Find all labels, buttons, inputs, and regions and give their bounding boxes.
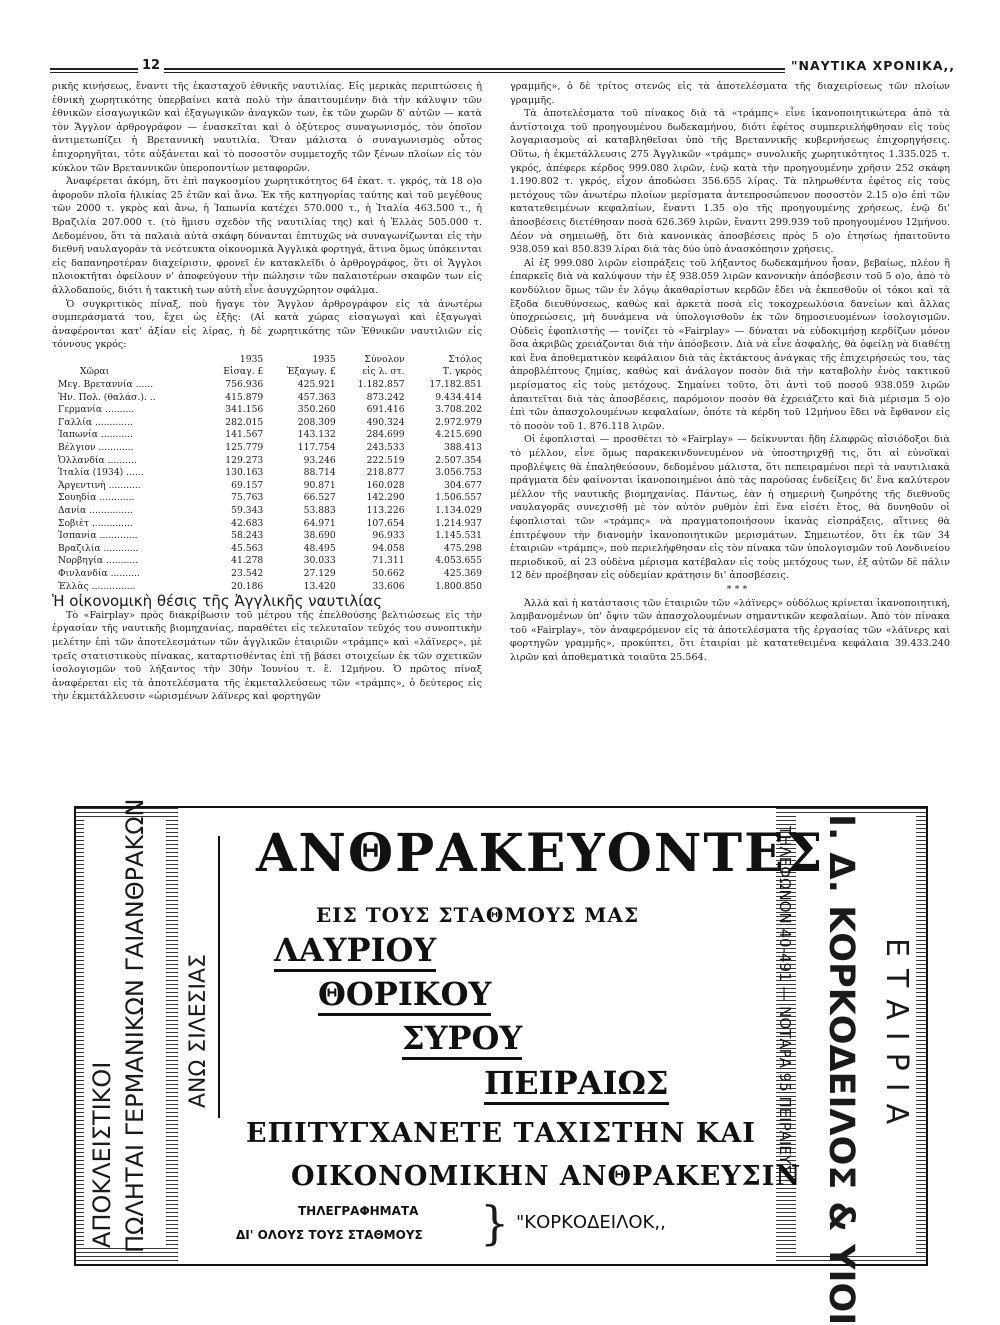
station-thorikon: ΘΟΡΙΚΟΥ: [318, 975, 491, 1016]
separator-stars: * * *: [726, 583, 748, 595]
table-cell-country: Σουηδία ............: [58, 492, 135, 504]
table-cell-value: 243.533: [366, 442, 405, 454]
table-cell-value: 475.298: [444, 542, 482, 554]
table-cell-value: 45.563: [231, 542, 264, 554]
table-cell-value: 66.527: [303, 492, 336, 504]
telegraph-address: "ΚΟΡΚΟΔΕΙΛΟΚ,,: [516, 1212, 666, 1233]
table-cell-value: 4.215.690: [435, 429, 482, 441]
table-cell-value: 691.416: [366, 404, 405, 416]
table-cell-value: 59.343: [231, 505, 264, 516]
table-row: [52, 429, 482, 442]
table-cell-value: 38.690: [303, 530, 336, 542]
journal-title: "ΝΑΥΤΙΚΑ ΧΡΟΝΙΚΑ,,: [785, 58, 955, 73]
table-cell-value: 42.683: [231, 517, 264, 529]
table-cell-value: 9.434.414: [435, 391, 482, 403]
table-row: [52, 543, 482, 556]
table-cell-country: Ἀργεντινὴ ...........: [58, 479, 141, 491]
ad-slogan-line1: ΕΠΙΤΥΓΧΑΝΕΤΕ ΤΑΧΙΣΤΗΝ ΚΑΙ: [246, 1118, 756, 1149]
table-cell-value: 30.033: [303, 555, 336, 567]
table-cell-value: 58.243: [231, 530, 264, 542]
table-cell-value: 1.182.857: [357, 379, 405, 391]
table-cell-value: 142.290: [366, 492, 405, 504]
table-row: [52, 530, 482, 543]
table-cell-value: 341.156: [225, 404, 264, 416]
comparison-table: [52, 354, 482, 593]
table-cell-value: 113.226: [366, 505, 405, 516]
table-cell-value: 27.129: [303, 567, 336, 579]
paragraph: Οἱ ἐφοπλισταὶ — προσθέτει τὸ «Fairplay» — δείκνυνται ἤδη ἐλαφρῶς αἰσιόδοξοι διὰ τὸ μέλλον, εἶνε ὅμως παρακεκινδυνευμένον νὰ ὑποστηριχθῇ τις, ὅτι αἱ εὐνοϊκαὶ προβλέψεις θὰ ἐπαληθεύσουν, δεδομένου μάλιστα, ὅτι πεπειραμένοι περὶ τὰ ναυτιλιακὰ πράγματα δὲν φαίνονται ἱκανοποιημένοι ἀπὸ τὰς παρούσας ἐνδείξεις δι' ἕνα καλύτερον μέλλον τῆς ναυτικῆς βιομηχανίας. Πάντως, ἐὰν ἡ σημερινὴ ζωηρότης τῆς διεθνοῦς ναυλαγορᾶς συνεχισθῇ μὲ τὸν αὐτὸν ρυθμὸν ἐπὶ ἕνα εἰσέτι ἔτος, θὰ δυνηθοῦν οἱ ἐφοπλισταὶ τῶν «τράμπς» νὰ πραγματοποιήσουν ἱκανὰς εἰσπράξεις, αἵτινες θὰ ἐπιτρέψουν τὴν διανομὴν ἱκανοποιητικῶν μερισμάτων. Σημειωτέον, ὅτι ἐκ τῶν 34 ἑταιριῶν «τράμπς», ποὺ περιελήφθησαν εἰς τὸν πίνακα τῶν ὑπολογισμῶν τοῦ Λονδινείου περιοδικοῦ, αἱ 23 οὐδὲνα μέρισμα κατέβαλαν εἰς τοὺς μετόχους των, ἐξ αὐτῶν δὲ πάλιν 12 δὲν προέβησαν εἰς οὐδεμίαν κράτησιν δι' ἀποσβέσεις.: [510, 434, 950, 582]
table-cell-value: 125.779: [225, 442, 264, 454]
station-lavrion: ΛΑΥΡΙΟΥ: [274, 931, 436, 972]
table-cell-value: 90.871: [303, 479, 336, 491]
table-row: [52, 404, 482, 417]
table-cell-value: 130.163: [225, 467, 264, 479]
table-cell-value: 88.714: [303, 467, 336, 479]
paragraph: Τὰ ἀποτελέσματα τοῦ πίνακος διὰ τὰ «τράμπς» εἶνε ἱκανοποιητικώτερα ἀπὸ τὰ ἀντίστοιχα τοῦ προηγουμένου δωδεκαμήνου, διότι ἐφέτος συμπεριελήφθησαν εἰς τοὺς λογαριασμοὺς αἱ καταβληθεῖσαι ὑπὸ τῆς Βρεταννικῆς κυβερνήσεως ἐπιχορηγήσεις. Οὕτω, ἡ ἐκμετάλλευσις 275 Ἀγγλικῶν «τράμπς» συνολικῆς χωρητικότητος 1.335.025 τ. γκρός, ἀπέφερε κέρδος 999.080 λιρῶν, ἐνῷ κατὰ τὴν προηγουμένην χρῆσιν 252 σκάφη 1.190.802 τ. γκρός, εἶχον ἀποδώσει 356.655 λίρας. Τὰ πληρωθέντα ἐφέτος εἰς τοὺς μετόχους τῶν ἀνωτέρω πλοίων μερίσματα ἀντεπροσώπευον ποσοστὸν 2.15 ο)ο ἐπὶ τῶν κατατεθειμένων κεφαλαίων, ἔναντι 1.35 ο)ο τῆς προηγουμένης χρήσεως, ἐνῷ δι' ἀποσβέσεις διετέθησαν ποσὰ 626.369 λιρῶν, ἔναντι 299.939 τοῦ προηγουμένου 12μήνου. Δέον νὰ σημειωθῇ, ὅτι διὰ κανονικὰς ἀποσβέσεις πρὸς 5 ο)ο ἐτησίως ἠπαιτοῦντο 938.059 καὶ 850.839 λίραι διὰ τὰς δύο ὑπὸ ἀνασκόπησιν χρήσεις.: [510, 108, 950, 256]
table-cell-value: 1.800.850: [435, 580, 482, 592]
table-header-row-2: Χῶραι Εἰσαγ. £ Ἐξαγωγ. £ εἰς λ. στ. Τ. γκρὸς: [80, 366, 482, 378]
paragraph: Αἱ ἐξ 999.080 λιρῶν εἰσπράξεις τοῦ λήξαντος δωδεκαμήνου ἦσαν, βεβαίως, πλέον ἢ ἐπαρκεῖς διὰ νὰ καλύψουν τὴν ἐξ 938.059 λιρῶν κανονικὴν ἀπόσβεσιν τοῦ 5 ο)ο, ἀπὸ τὸ κονδύλιον ὅμως τῶν ἐν λόγῳ ἀκαθαρίστων κερδῶν ἔδει νὰ ἐκπεσθοῦν οἱ τόκοι καὶ τὰ ἔξοδα διευθύνσεως, καθὼς καὶ ἀρκετὰ ποσὰ εἰς τοκοχρεωλύσια δανείων καὶ ἄλλας ὑποχρεώσεις, μὴ δυνάμενα νὰ ὑπολογισθοῦν ἐκ τῶν δημοσιευομένων ἰσολογισμῶν. Οὐδεὶς ἐφοπλιστὴς — τονίζει τὸ «Fairplay» — δύναται νὰ εὐδοκιμήσῃ κερδίζων μόνον ὅσα ἀκριβῶς χρειάζονται διὰ τὴν ἀπόσβεσιν. Διὰ νὰ εἶνε ἀσφαλής, θὰ ὀφείλῃ νὰ διαθέτῃ καὶ ἕνα ἀποθεματικὸν κεφάλαιον διὰ τὰς ἐκτάκτους ἀνάγκας τῆς ἐπιχειρήσεώς του, τὰς ἀπροβλέπτους ζημίας, καθὼς καὶ ἀνάλογον ποσὸν διὰ τὴν καταβολὴν ἑνὸς τακτικοῦ μερίσματος εἰς τοὺς μετόχους. Σημαίνει τοῦτο, ὅτι ἀντὶ τοῦ ποσοῦ 938.059 λιρῶν ἀπαιτεῖται διὰ τὰς ἀποσβέσεις, παρόμοιον ποσὸν θὰ ἐχρειάζετο καὶ διὰ μέρισμα 5 ο)ο ἐπὶ τῶν ἀπασχολουμένων κεφαλαίων, ὁπότε τὰ κέρδη τοῦ 12μήνου ἔδει νὰ ἔφθανον εἰς τὸ ποσὸν τοῦ 1. 876.118 λιρῶν.: [510, 257, 950, 432]
table-row: [52, 480, 482, 493]
table-cell-value: 13.420: [303, 580, 336, 592]
table-cell-value: 117.754: [297, 442, 336, 454]
table-cell-value: 160.028: [366, 479, 405, 491]
table-row: [52, 492, 482, 505]
table-cell-country: Νορβηγία ...........: [58, 555, 139, 567]
table-cell-value: 94.058: [372, 542, 405, 554]
station-piraeus: ΠΕΙΡΑΙΩΣ: [484, 1064, 669, 1105]
table-cell-country: Σοβιὲτ ..............: [58, 517, 133, 529]
table-cell-country: Γερμανία ..........: [58, 404, 135, 416]
advertisement: [74, 798, 928, 1325]
table-cell-value: 53.883: [303, 505, 336, 516]
table-cell-country: Ἠν. Πολ. (θαλάσ.). ..: [58, 391, 156, 403]
table-cell-value: 41.278: [231, 555, 264, 567]
table-row: [52, 568, 482, 581]
table-cell-value: 17.182.851: [429, 379, 482, 391]
table-row: [52, 505, 482, 518]
table-cell-country: Φινλανδία ..........: [58, 567, 140, 579]
table-cell-country: Ἑλλὰς ...............: [58, 580, 136, 592]
table-cell-value: 3.708.202: [435, 404, 482, 416]
table-cell-value: 93.246: [303, 454, 336, 466]
table-cell-value: 71.311: [372, 555, 405, 567]
table-row: [52, 379, 482, 392]
table-cell-value: 222.519: [366, 454, 405, 466]
table-cell-value: 96.933: [372, 530, 405, 542]
divider-line: [218, 836, 220, 1118]
table-cell-value: 50.662: [372, 567, 405, 579]
vertical-text-etairia: ΕΤΑΙΡΙΑ: [879, 938, 914, 1137]
vertical-text-sellers: ΠΩΛΗΤΑΙ ΓΕΡΜΑΝΙΚΩΝ ΓΑΙΑΝΘΡΑΚΩΝ: [121, 798, 149, 1253]
table-cell-value: 1.145.531: [435, 530, 482, 542]
table-row: [52, 555, 482, 568]
table-cell-value: 350.260: [297, 404, 336, 416]
table-cell-value: 20.186: [231, 580, 264, 592]
page-header: [50, 58, 955, 80]
ad-slogan-line2: ΟΙΚΟΝΟΜΙΚΗΝ ΑΝΘΡΑΚΕΥΣΙΝ: [291, 1161, 802, 1192]
table-row: [52, 467, 482, 480]
paragraph: Ὁ συγκριτικὸς πίναξ, ποὺ ἤγαγε τὸν Ἄγγλον ἀρθρογράφον εἰς τὰ ἀνωτέρω συμπεράσματά του, ἔχει ὡς ἑξῆς: (Αἱ κατὰ χώρας εἰσαγωγαὶ καὶ ἐξαγωγαὶ ἀναφέρονται κατ' ἀξίαν εἰς λίρας, ἡ δὲ χωρητικότης τῶν Ἐθνικῶν ναυτιλιῶν εἰς τόννους γκρός:: [52, 298, 482, 351]
table-row: [52, 392, 482, 405]
table-cell-country: Μεγ. Βρεταννία ......: [58, 379, 154, 391]
table-cell-value: 33.606: [372, 580, 405, 592]
vertical-text-exclusive: ΑΠΟΚΛΕΙΣΤΙΚΟΙ: [88, 1061, 116, 1248]
table-row: [52, 442, 482, 455]
ad-title: ΑΝΘΡΑΚΕΥΟΝΤΕΣ: [256, 823, 825, 884]
vertical-text-silesia: ΑΝΩ ΣΙΛΕΣΙΑΣ: [186, 954, 211, 1108]
table-row: [52, 417, 482, 430]
table-cell-value: 75.763: [231, 492, 264, 504]
table-cell-value: 425.921: [297, 379, 336, 391]
table-cell-value: 64.971: [303, 517, 336, 529]
paragraph: Τὸ «Fairplay» πρὸς διακρίβωσιν τοῦ μέτρου τῆς ἐπελθούσης βελτιώσεως εἰς τὴν ἐργασίαν τῆς ναυτικῆς βιομηχανίας, παραθέτει εἰς τελευταῖον τεῦχός του συνοπτικὴν μελέτην ἐπὶ τῶν ἀποτελεσμάτων τῶν ἀγγλικῶν ἑταιριῶν «τράμπς» καὶ «λάϊνερς», μὲ τρεῖς στατιστικοὺς πίνακας, καταρτισθέντας ἐπὶ τῇ βάσει στοιχείων ἐκ τῶν σχετικῶν ἰσολογισμῶν τοῦ λήξαντος τὴν 30ὴν Ἰουνίου τ. ἔ. 12μήνου. Ὁ πρῶτος πίναξ ἀναφέρεται εἰς τὰ ἀποτελέσματα τῆς ἐκμεταλλεύσεως τῶν «τράμπς», ὁ δεύτερος εἰς τὴν ἐκμετάλλευσιν «ὡρισμένων λάϊνερς καὶ φορτηγῶν: [52, 609, 482, 703]
table-header-row-1: 1935 1935 Σύνολον Στόλος: [239, 353, 482, 365]
table-cell-value: 141.567: [225, 429, 264, 441]
table-cell-country: Ἰταλία (1934) ......: [58, 467, 144, 479]
table-cell-country: Βέλγιον ............: [58, 442, 134, 454]
section-heading: Ἡ οἰκονομικὴ θέσις τῆς Ἀγγλικῆς ναυτιλίας: [52, 592, 382, 611]
table-cell-value: 2.507.354: [435, 454, 482, 466]
table-cell-value: 284.699: [366, 429, 405, 441]
station-syros: ΣΥΡΟΥ: [402, 1019, 522, 1060]
table-cell-country: Ἰαπωνία ...........: [58, 429, 133, 441]
table-cell-value: 756.936: [225, 379, 264, 391]
table-cell-country: Ἱσπανία .............: [58, 530, 138, 542]
table-cell-value: 415.879: [225, 391, 264, 403]
brace: }: [480, 1196, 510, 1250]
table-cell-country: Ὁλλανδία ..........: [58, 454, 137, 466]
table-cell-value: 873.242: [366, 391, 405, 403]
table-cell-value: 218.877: [366, 467, 405, 479]
table-cell-value: 48.495: [303, 542, 336, 554]
table-cell-value: 107.654: [366, 517, 405, 529]
table-cell-value: 282.015: [225, 416, 264, 428]
table-cell-value: 208.309: [297, 416, 336, 428]
table-cell-value: 388.413: [444, 442, 482, 454]
table-cell-value: 3.056.753: [435, 467, 482, 479]
telegrams-stations: ΔΙ' ΟΛΟΥΣ ΤΟΥΣ ΣΤΑΘΜΟΥΣ: [236, 1228, 423, 1242]
table-cell-value: 4.053.655: [435, 555, 482, 567]
table-cell-country: Δανία ...............: [58, 505, 133, 516]
table-row: [52, 518, 482, 531]
table-cell-value: 129.273: [225, 454, 264, 466]
table-cell-value: 69.157: [231, 479, 264, 491]
table-cell-value: 1.506.557: [435, 492, 482, 504]
table-cell-value: 1.134.029: [435, 505, 482, 516]
table-cell-value: 457.363: [297, 391, 336, 403]
vertical-text-company: Ι. Δ. ΚΟΡΚΟΔΕΙΛΟΣ & ΥΙΟΙ: [821, 814, 861, 1325]
table-cell-value: 2.972.979: [435, 416, 482, 428]
paragraph: γραμμῆς», ὁ δὲ τρίτος στενῶς εἰς τὰ ἀποτελέσματα τῆς διαχειρίσεως τῶν πλοίων γραμμῆς.: [510, 81, 950, 106]
table-cell-value: 1.214.937: [435, 517, 482, 529]
paragraph: ρικῆς κινήσεως, ἔναντι τῆς ἑκασταχοῦ ἐθνικῆς ναυτιλίας. Εἰς μερικὰς περιπτώσεις ἡ ἐθνικὴ χωρητικότης ὑπερβαίνει κατὰ πολὺ τὴν ἀπαιτουμένην διὰ τὴν κάλυψιν τῶν ἐθνικῶν εἰσαγωγικῶν καὶ ἐξαγωγικῶν ἀναγκῶν των, ἐκ τῶν χωρῶν δ' αὐτῶν — κατὰ τὸν Ἄγγλον ἀρθρογράφον — ἐνασκεῖται καὶ ὁ ὀξύτερος συναγωνισμός, τὸν ὁποῖον ἀντιμετωπίζει ἡ Βρεταννικὴ ναυτιλία. Ὅταν μάλιστα ὁ συναγωνισμὸς οὗτος ἐπιχορηγῆται, τότε αὐξάνεται καὶ τὸ ποσοστὸν συμμετοχῆς τῶν ξένων πλοίων εἰς τὸν κύκλον τῶν Βρεταννικῶν ὑπεροποντίων μεταφορῶν.: [52, 81, 482, 174]
vertical-text-phone-address: ΤΗΛΕΦΩΝΟΝ 40-491 — ΝΟΤΑΡΑ 95 ΠΕΙΡΑΙΕΥΣ: [776, 826, 794, 1174]
left-column: [52, 80, 482, 704]
table-cell-country: Γαλλία .............: [58, 416, 133, 428]
paragraph: Ἀλλὰ καὶ ἡ κατάστασις τῶν ἑταιριῶν τῶν «λάϊνερς» οὐδόλως κρίνεται ἱκανοποιητική, λαμβανομένων ὑπ' ὄψιν τῶν ἀπασχολουμένων σημαντικῶν κεφαλαίων. Ἀπὸ τὸν πίνακα τοῦ «Fairplay», τὸν ἀναφερόμενον εἰς τὰ ἀποτελέσματα τῆς ἐργασίας τῶν «λάϊνερς καὶ φορτηγῶν γραμμῆς», προκύπτει, ὅτι ἑταιρίαι μὲ κατατεθειμένα κεφάλαια 39.433.240 λιρῶν καὶ ἀποθεματικὰ τοιαῦτα 25.564.: [510, 597, 950, 663]
table-cell-value: 425.369: [444, 567, 482, 579]
table-row: [52, 455, 482, 468]
page-number: 12: [138, 58, 164, 73]
paragraph: Ἀναφέρεται ἀκόμη, ὅτι ἐπὶ παγκοσμίου χωρητικότητος 64 ἑκατ. τ. γκρός, τὰ 18 ο)ο ἀφοροῦν πλοῖα ἡλικίας 25 ἐτῶν καὶ ἄνω. Ἐκ τῆς κατηγορίας ταύτης καὶ τοῦ μεγέθους τῶν 2000 τ. γκρὸς καὶ ἄνω, ἡ Ἰαπωνία κατέχει 570.000 τ., ἡ Ἰταλία 463.500 τ., ἡ Βραζιλία 207.000 τ. (τὸ ἥμισυ σχεδὸν τῆς ναυτιλίας της) καὶ ἡ Ἑλλὰς 505.000 τ. Δεδομένου, ὅτι τὰ παλαιὰ αὐτὰ σκάφη δύνανται ἐπιτυχῶς νὰ συναγωνίζωνται εἰς τὴν διεθνῆ ναυλαγορὰν τὰ νεότευκτα οἰκονομικὰ Ἀγγλικὰ φορτηγά, ἅτινα ὅμως ὑπόκεινται εἰς δαπανηροτέραν διαχείρισιν, φρονεῖ ἐν κατακλεῖδι ὁ ἀρθρογράφος, ὅτι οἱ Ἄγγλοι πλοιοκτῆται ὀφείλουν ν' ἀποφεύγουν τὴν πώλησιν τῶν παλαιοτέρων σκαφῶν των εἰς ἀλλοδαπούς, διότι ἡ τακτικὴ των αὐτὴ εἶνε ἀσυγχώρητον σφάλμα.: [52, 176, 482, 296]
table-cell-value: 304.677: [444, 479, 482, 491]
telegrams-label: ΤΗΛΕΓΡΑΦΗΜΑΤΑ: [298, 1204, 419, 1218]
table-cell-value: 23.542: [231, 567, 264, 579]
table-cell-value: 490.324: [366, 416, 405, 428]
table-cell-country: Βραζιλία ............: [58, 542, 139, 554]
table-cell-value: 143.132: [297, 429, 336, 441]
ad-stations-intro: ΕΙΣ ΤΟΥΣ ΣΤΑΘΜΟΥΣ ΜΑΣ: [316, 903, 640, 927]
right-column: [510, 80, 950, 665]
